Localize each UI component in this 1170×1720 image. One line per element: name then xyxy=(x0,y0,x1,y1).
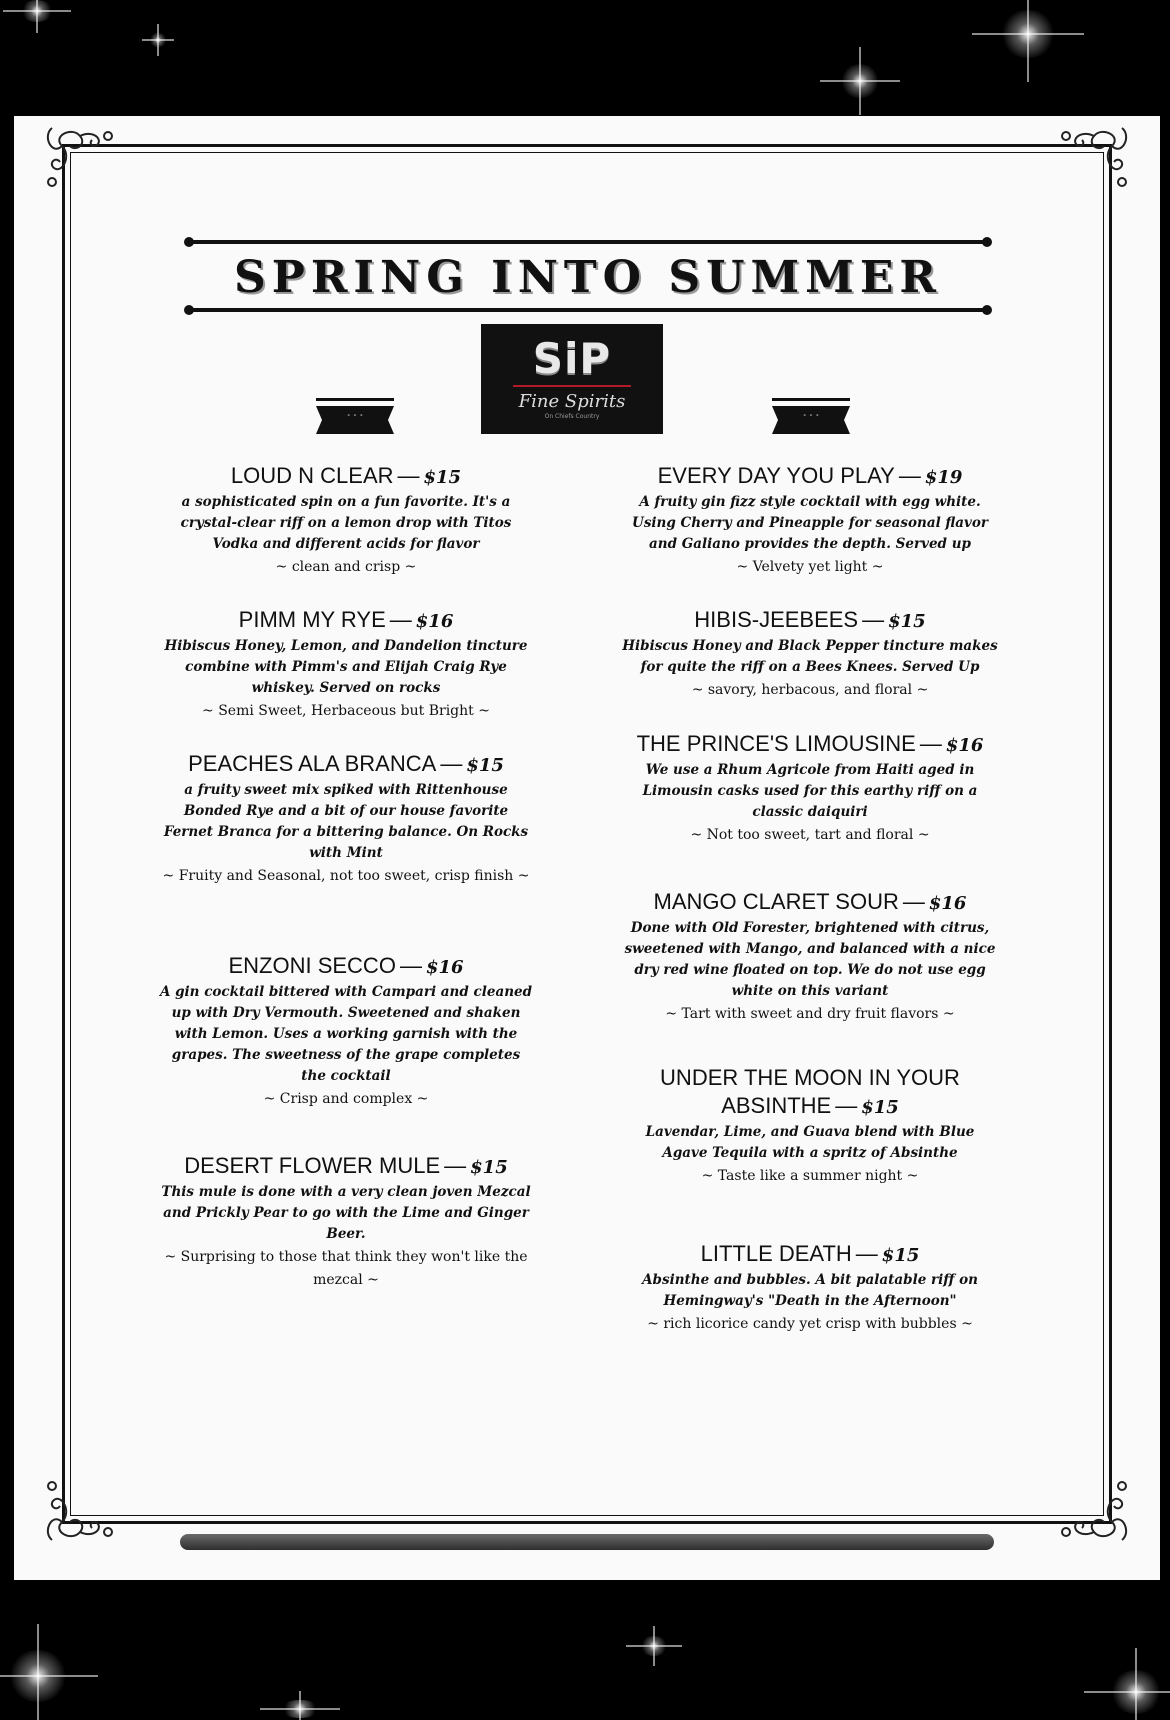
item-name: PIMM MY RYE xyxy=(238,607,386,632)
sparkle-decoration xyxy=(640,1636,668,1656)
item-tasting-notes: ~ Not too sweet, tart and floral ~ xyxy=(690,827,930,843)
item-price: $15 xyxy=(881,1245,920,1266)
item-tasting-notes: ~ Taste like a summer night ~ xyxy=(701,1168,919,1184)
item-description: Done with Old Forester, brightened with citrus, sweetened with Mango, and balanced with a nice dry red wine floated on top. We do not use egg white on this variant xyxy=(624,920,996,999)
item-price: $15 xyxy=(470,1157,508,1178)
logo-main-text: SiP xyxy=(532,334,612,383)
item-tasting-notes: ~ Crisp and complex ~ xyxy=(263,1091,429,1107)
sip-logo xyxy=(481,324,663,434)
menu-item xyxy=(154,1152,538,1292)
item-name: LITTLE DEATH xyxy=(700,1241,852,1266)
item-tasting-notes: ~ savory, herbacous, and floral ~ xyxy=(691,682,929,698)
item-dash: — xyxy=(902,889,925,914)
item-name: HIBIS-JEEBEES xyxy=(694,607,859,632)
ribbon-text: • • • xyxy=(346,412,364,420)
item-heading xyxy=(618,1240,1002,1270)
menu-item xyxy=(618,730,1002,847)
menu-title-block xyxy=(188,240,988,312)
item-dash: — xyxy=(399,953,422,978)
menu-title: SPRING INTO SUMMER xyxy=(234,252,942,303)
item-tasting-notes: ~ Semi Sweet, Herbaceous but Bright ~ xyxy=(202,703,490,719)
item-dash: — xyxy=(898,463,921,488)
sparkle-decoration xyxy=(150,32,166,48)
sparkle-decoration xyxy=(1000,10,1056,58)
item-dash: — xyxy=(444,1153,467,1178)
item-price: $15 xyxy=(423,467,462,488)
menu-item xyxy=(154,750,538,888)
flourish-corner-icon xyxy=(32,1462,122,1552)
logo-sub-text: Fine Spirits xyxy=(518,391,626,412)
item-description: Absinthe and bubbles. A bit palatable riff on Hemingway's "Death in the Afternoon" xyxy=(642,1272,978,1309)
item-dash: — xyxy=(862,607,885,632)
item-heading xyxy=(618,1064,1002,1122)
item-tasting-notes: ~ Tart with sweet and dry fruit flavors ~ xyxy=(665,1006,955,1022)
item-heading xyxy=(618,606,1002,636)
item-description: A gin cocktail bittered with Campari and cleaned up with Dry Vermouth. Sweetened and shaken with Lemon. Uses a working garnish with the grapes. The sweetness of the grape completes the cocktail xyxy=(159,984,533,1084)
sparkle-decoration xyxy=(280,1700,320,1718)
item-description: Lavendar, Lime, and Guava blend with Blue Agave Tequila with a spritz of Absinthe xyxy=(645,1124,975,1161)
sparkle-decoration xyxy=(840,64,880,98)
item-name: LOUD N CLEAR xyxy=(230,463,394,488)
item-heading xyxy=(154,750,538,780)
item-heading xyxy=(618,462,1002,492)
item-dash: — xyxy=(440,751,463,776)
ribbon-text: • • • xyxy=(802,412,820,420)
item-dash: — xyxy=(919,731,942,756)
menu-item xyxy=(618,1240,1002,1336)
item-heading xyxy=(154,1152,538,1182)
sparkle-decoration xyxy=(8,1650,68,1702)
item-price: $16 xyxy=(415,611,454,632)
logo-tagline: On Chiefs Country xyxy=(544,413,600,420)
item-heading xyxy=(618,730,1002,760)
item-description: a sophisticated spin on a fun favorite. It's a crystal-clear riff on a lemon drop with Titos Vodka and different acids for flavor xyxy=(180,494,512,552)
menu-item xyxy=(154,952,538,1111)
item-name: MANGO CLARET SOUR xyxy=(653,889,899,914)
item-description: a fruity sweet mix spiked with Rittenhouse Bonded Rye and a bit of our house favorite Fernet Branca for a bittering balance. On Rocks with Mint xyxy=(163,782,529,861)
menu-item xyxy=(618,462,1002,579)
item-description: Hibiscus Honey, Lemon, and Dandelion tincture combine with Pimm's and Elijah Craig Rye whiskey. Served on rocks xyxy=(164,638,528,696)
menu-item xyxy=(618,606,1002,702)
item-tasting-notes: ~ clean and crisp ~ xyxy=(275,559,417,575)
sparkle-decoration xyxy=(1110,1670,1162,1714)
logo-accent-bar xyxy=(513,385,631,387)
item-name: PEACHES ALA BRANCA xyxy=(188,751,437,776)
flourish-corner-icon xyxy=(1052,1462,1142,1552)
item-name: ENZONI SECCO xyxy=(228,953,396,978)
item-dash: — xyxy=(855,1241,878,1266)
item-name: EVERY DAY YOU PLAY xyxy=(657,463,895,488)
flourish-corner-icon xyxy=(32,116,122,206)
menu-item xyxy=(154,606,538,723)
item-description: Hibiscus Honey and Black Pepper tincture makes for quite the riff on a Bees Knees. Served Up xyxy=(622,638,998,675)
title-rule xyxy=(188,308,988,312)
menu-item xyxy=(618,1064,1002,1188)
item-tasting-notes: ~ Fruity and Seasonal, not too sweet, crisp finish ~ xyxy=(162,868,530,884)
item-description: We use a Rhum Agricole from Haiti aged in Limousin casks used for this earthy riff on a classic daiquiri xyxy=(642,762,978,820)
ribbon-banner-icon xyxy=(772,398,850,434)
title-rule xyxy=(188,240,988,244)
menu-item xyxy=(154,462,538,579)
flourish-corner-icon xyxy=(1052,116,1142,206)
item-name: THE PRINCE'S LIMOUSINE xyxy=(636,731,916,756)
item-name: DESERT FLOWER MULE xyxy=(184,1153,441,1178)
item-name: UNDER THE MOON IN YOUR ABSINTHE xyxy=(660,1065,960,1118)
item-tasting-notes: ~ Surprising to those that think they won't like the mezcal ~ xyxy=(164,1249,528,1288)
sparkle-decoration xyxy=(20,0,54,22)
item-dash: — xyxy=(389,607,412,632)
item-price: $16 xyxy=(928,893,967,914)
item-dash: — xyxy=(835,1093,858,1118)
menu-item xyxy=(618,888,1002,1026)
item-price: $19 xyxy=(924,467,963,488)
item-heading xyxy=(154,952,538,982)
item-dash: — xyxy=(397,463,420,488)
page-shadow-bar xyxy=(180,1534,994,1550)
item-tasting-notes: ~ rich licorice candy yet crisp with bubbles ~ xyxy=(647,1316,973,1332)
item-price: $15 xyxy=(888,611,926,632)
item-description: This mule is done with a very clean joven Mezcal and Prickly Pear to go with the Lime and Ginger Beer. xyxy=(161,1184,531,1242)
item-tasting-notes: ~ Velvety yet light ~ xyxy=(736,559,884,575)
item-heading xyxy=(618,888,1002,918)
item-heading xyxy=(154,462,538,492)
item-price: $15 xyxy=(466,755,504,776)
item-price: $16 xyxy=(945,735,984,756)
item-price: $15 xyxy=(861,1097,899,1118)
item-description: A fruity gin fizz style cocktail with egg white. Using Cherry and Pineapple for seasonal flavor and Galiano provides the depth. Served up xyxy=(632,494,988,552)
menu-page xyxy=(14,116,1160,1580)
item-heading xyxy=(154,606,538,636)
ribbon-banner-icon xyxy=(316,398,394,434)
item-price: $16 xyxy=(425,957,464,978)
